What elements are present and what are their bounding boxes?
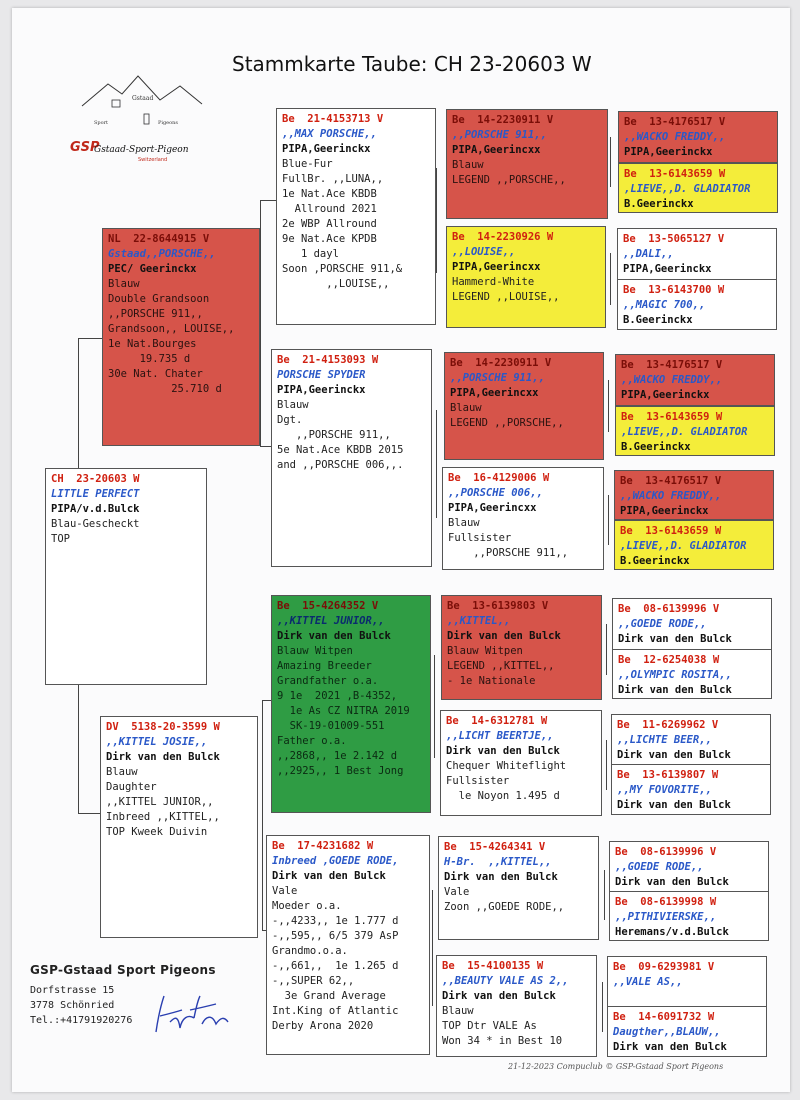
pigeon-name: ,,MAX PORSCHE,, bbox=[282, 128, 377, 140]
info-line: 19.735 d bbox=[108, 353, 191, 365]
ring-number: Be 13-6143659 W bbox=[624, 168, 726, 180]
print-footer: 21-12-2023 Compuclub © GSP-Gstaad Sport Pigeons bbox=[508, 1062, 724, 1071]
ring-number: CH 23-20603 W bbox=[51, 473, 140, 485]
pigeon-owner: Dirk van den Bulck bbox=[618, 633, 732, 645]
ring-number: Be 13-6143659 W bbox=[620, 525, 722, 537]
ring-number: Be 14-2230926 W bbox=[452, 231, 554, 243]
info-line: Blue-Fur bbox=[282, 158, 333, 170]
ring-number: Be 15-4100135 W bbox=[442, 960, 544, 972]
info-line: Blauw bbox=[450, 402, 482, 414]
info-line: Double Grandsoon bbox=[108, 293, 210, 305]
info-line: 9e Nat.Ace KPDB bbox=[282, 233, 377, 245]
pigeon-name: ,,MAGIC 700,, bbox=[623, 299, 706, 311]
great-grandparent-card[interactable] bbox=[446, 226, 606, 328]
info-line: and ,,PORSCHE 006,,. bbox=[277, 459, 404, 471]
logo-brand: GSP bbox=[70, 140, 100, 155]
pigeon-name: ,,DALI,, bbox=[623, 248, 674, 260]
pigeon-name: ,,MY FOVORITE,, bbox=[617, 784, 712, 796]
info-line: Chequer Whiteflight bbox=[446, 760, 567, 772]
info-line: Inbreed ,,KITTEL,, bbox=[106, 811, 220, 823]
great-grandparent-card[interactable] bbox=[446, 109, 608, 219]
info-line: Grandsoon,, LOUISE,, bbox=[108, 323, 235, 335]
logo-word-1: Gstaad bbox=[132, 95, 154, 102]
info-line: ,,PORSCHE 911,, bbox=[448, 547, 569, 559]
info-line: FullBr. ,,LUNA,, bbox=[282, 173, 384, 185]
street: Dorfstrasse 15 bbox=[30, 985, 115, 996]
logo-country: Switzerland bbox=[138, 157, 168, 163]
ring-number: Be 15-4264341 V bbox=[444, 841, 546, 853]
connector-line bbox=[78, 338, 102, 339]
info-line: Vale bbox=[444, 886, 470, 898]
connector-line bbox=[610, 253, 611, 305]
pigeon-name: ,,WACKO FREDDY,, bbox=[624, 131, 726, 143]
pigeon-owner: PIPA,Geerincxx bbox=[452, 261, 541, 273]
pigeon-owner: PIPA/v.d.Bulck bbox=[51, 503, 140, 515]
pigeon-owner: B.Geerinckx bbox=[623, 314, 693, 326]
ancestor-card[interactable] bbox=[618, 163, 778, 213]
connector-line bbox=[78, 338, 79, 469]
pigeon-name: ,,BEAUTY VALE AS 2,, bbox=[442, 975, 569, 987]
info-line: ,,2925,, 1 Best Jong bbox=[277, 765, 404, 777]
ring-number: Be 14-6091732 W bbox=[613, 1011, 715, 1023]
pigeon-owner: PIPA,Geerinckx bbox=[282, 143, 371, 155]
info-line: 2e WBP Allround bbox=[282, 218, 377, 230]
pigeon-owner: PIPA,Geerinckx bbox=[624, 146, 713, 158]
connector-line bbox=[606, 624, 607, 675]
connector-line bbox=[608, 380, 609, 432]
ring-number: Be 21-4153713 V bbox=[282, 113, 384, 125]
ancestor-card[interactable] bbox=[614, 470, 774, 520]
connector-line bbox=[610, 137, 611, 187]
connector-line bbox=[608, 495, 609, 545]
great-grandparent-card[interactable] bbox=[441, 595, 602, 700]
pigeon-owner: PIPA,Geerinckx bbox=[623, 263, 712, 275]
info-line: ,,PORSCHE 911,, bbox=[108, 308, 203, 320]
info-line: Dgt. bbox=[277, 414, 303, 426]
mountain-logo bbox=[80, 74, 220, 134]
pigeon-name: ,,PORSCHE 911,, bbox=[450, 372, 545, 384]
connector-line bbox=[262, 700, 271, 701]
pigeon-owner: Dirk van den Bulck bbox=[447, 630, 561, 642]
great-grandparent-card[interactable] bbox=[438, 836, 599, 940]
connector-line bbox=[434, 655, 435, 758]
info-line: Derby Arona 2020 bbox=[272, 1020, 374, 1032]
info-line: 1 dayl bbox=[282, 248, 339, 260]
club-name: GSP-Gstaad Sport Pigeons bbox=[30, 963, 216, 977]
info-line: ,,PORSCHE 911,, bbox=[277, 429, 391, 441]
pigeon-owner: Dirk van den Bulck bbox=[444, 871, 558, 883]
pigeon-name: ,,GOEDE RODE,, bbox=[615, 861, 704, 873]
pigeon-owner: PIPA,Geerincxx bbox=[450, 387, 539, 399]
connector-line bbox=[260, 200, 261, 446]
info-line: TOP Kweek Duivin bbox=[106, 826, 208, 838]
info-line: Grandmo.o.a. bbox=[272, 945, 348, 957]
pigeon-owner: B.Geerinckx bbox=[620, 555, 690, 567]
paternal-grandfather-card[interactable] bbox=[276, 108, 436, 325]
pigeon-name: Daugther,,BLAUW,, bbox=[613, 1026, 721, 1038]
ring-number: Be 11-6269962 V bbox=[617, 719, 719, 731]
info-line: Zoon ,,GOEDE RODE,, bbox=[444, 901, 565, 913]
pigeon-name: LITTLE PERFECT bbox=[51, 488, 140, 500]
info-line: - 1e Nationale bbox=[447, 675, 536, 687]
connector-line bbox=[260, 200, 276, 201]
ring-number: Be 08-6139996 V bbox=[615, 846, 717, 858]
ancestor-card[interactable] bbox=[617, 228, 777, 280]
pigeon-name: ,,KITTEL JUNIOR,, bbox=[277, 615, 385, 627]
ring-number: Be 17-4231682 W bbox=[272, 840, 374, 852]
pigeon-name: ,,PORSCHE 006,, bbox=[448, 487, 543, 499]
info-line: LEGEND ,,PORSCHE,, bbox=[452, 174, 566, 186]
info-line: Soon ,PORSCHE 911,& bbox=[282, 263, 403, 275]
info-line: Blauw bbox=[442, 1005, 474, 1017]
info-line: Vale bbox=[272, 885, 298, 897]
ring-number: Be 13-4176517 V bbox=[624, 116, 726, 128]
info-line: ,,KITTEL JUNIOR,, bbox=[106, 796, 214, 808]
info-line: 5e Nat.Ace KBDB 2015 bbox=[277, 444, 404, 456]
pigeon-owner: Dirk van den Bulck bbox=[446, 745, 560, 757]
pigeon-name: ,LIEVE,,D. GLADIATOR bbox=[620, 540, 747, 552]
ring-number: Be 14-6312781 W bbox=[446, 715, 548, 727]
info-line: TOP bbox=[51, 533, 70, 545]
pigeon-owner: Dirk van den Bulck bbox=[277, 630, 391, 642]
info-line: 1e As CZ NITRA 2019 bbox=[277, 705, 410, 717]
info-line: Hammerd-White bbox=[452, 276, 535, 288]
ancestor-card[interactable] bbox=[612, 598, 772, 650]
great-grandparent-card[interactable] bbox=[444, 352, 604, 460]
great-grandparent-card[interactable] bbox=[436, 955, 597, 1057]
ring-number: Be 21-4153093 W bbox=[277, 354, 379, 366]
ancestor-card[interactable] bbox=[617, 279, 777, 330]
ancestor-card[interactable] bbox=[612, 649, 772, 699]
ancestor-card[interactable] bbox=[607, 1006, 767, 1057]
info-line: Fullsister bbox=[446, 775, 510, 787]
ring-number: Be 14-2230911 V bbox=[452, 114, 554, 126]
logo-name: Gstaad-Sport-Pigeon bbox=[94, 145, 189, 155]
info-line: Father o.a. bbox=[277, 735, 347, 747]
connector-line bbox=[260, 446, 271, 447]
ancestor-card[interactable] bbox=[618, 111, 778, 163]
info-line: Blauw bbox=[277, 399, 309, 411]
ring-number: Be 12-6254038 W bbox=[618, 654, 720, 666]
ring-number: Be 13-6139807 W bbox=[617, 769, 719, 781]
pigeon-owner: Dirk van den Bulck bbox=[618, 684, 732, 696]
signature bbox=[150, 988, 232, 1040]
paternal-grandmother-card[interactable] bbox=[271, 349, 432, 567]
ancestor-card[interactable] bbox=[609, 841, 769, 892]
logo-word-2: Sport bbox=[94, 120, 109, 126]
info-line: 1e Nat.Ace KBDB bbox=[282, 188, 377, 200]
pigeon-name: Inbreed ,GOEDE RODE, bbox=[272, 855, 399, 867]
info-line: SK-19-01009-551 bbox=[277, 720, 385, 732]
pigeon-owner: Dirk van den Bulck bbox=[272, 870, 386, 882]
info-line: ,,LOUISE,, bbox=[282, 278, 390, 290]
pigeon-name: ,,KITTEL,, bbox=[447, 615, 511, 627]
ring-number: Be 13-6139803 V bbox=[447, 600, 549, 612]
ring-number: Be 14-2230911 V bbox=[450, 357, 552, 369]
info-line: Blauw bbox=[106, 766, 138, 778]
info-line: TOP Dtr VALE As bbox=[442, 1020, 537, 1032]
pigeon-owner: Heremans/v.d.Bulck bbox=[615, 926, 729, 938]
pigeon-name: ,,OLYMPIC ROSITA,, bbox=[618, 669, 732, 681]
connector-line bbox=[604, 870, 605, 920]
pigeon-name: ,,KITTEL JOSIE,, bbox=[106, 736, 208, 748]
pigeon-owner: Dirk van den Bulck bbox=[617, 799, 731, 811]
pigeon-name: ,,LOUISE,, bbox=[452, 246, 516, 258]
info-line: 25.710 d bbox=[108, 383, 222, 395]
ancestor-card[interactable] bbox=[615, 354, 775, 406]
info-line: Daughter bbox=[106, 781, 157, 793]
great-grandparent-card[interactable] bbox=[442, 467, 604, 570]
pigeon-owner: PIPA,Geerinckx bbox=[621, 389, 710, 401]
pigeon-name: ,LIEVE,,D. GLADIATOR bbox=[621, 426, 748, 438]
info-line: Blau-Gescheckt bbox=[51, 518, 140, 530]
pigeon-name: ,,VALE AS,, bbox=[613, 976, 683, 988]
maternal-grandmother-card[interactable] bbox=[266, 835, 430, 1055]
info-line: Blauw bbox=[448, 517, 480, 529]
great-grandparent-card[interactable] bbox=[440, 710, 602, 816]
info-line: Blauw bbox=[452, 159, 484, 171]
maternal-grandfather-card[interactable] bbox=[271, 595, 431, 813]
connector-line bbox=[602, 982, 603, 1032]
info-line: 9 1e 2021 ,B-4352, bbox=[277, 690, 398, 702]
ring-number: Be 08-6139998 W bbox=[615, 896, 717, 908]
ancestor-card[interactable] bbox=[614, 520, 774, 570]
info-line: 30e Nat. Chater bbox=[108, 368, 203, 380]
pigeon-owner: PIPA,Geerinckx bbox=[620, 505, 709, 517]
pigeon-name: Gstaad,,PORSCHE,, bbox=[108, 248, 216, 260]
pigeon-name: ,,WACKO FREDDY,, bbox=[620, 490, 722, 502]
pigeon-name: PORSCHE SPYDER bbox=[277, 369, 366, 381]
info-line: -,,4233,, 1e 1.777 d bbox=[272, 915, 399, 927]
pigeon-owner: PIPA,Geerincxx bbox=[448, 502, 537, 514]
info-line: Int.King of Atlantic bbox=[272, 1005, 399, 1017]
ring-number: Be 16-4129006 W bbox=[448, 472, 550, 484]
info-line: Fullsister bbox=[448, 532, 512, 544]
info-line: -,,595,, 6/5 379 AsP bbox=[272, 930, 399, 942]
ring-number: Be 13-4176517 V bbox=[621, 359, 723, 371]
info-line: -,,661,, 1e 1.265 d bbox=[272, 960, 399, 972]
info-line: Blauw Witpen bbox=[277, 645, 353, 657]
info-line: Moeder o.a. bbox=[272, 900, 342, 912]
info-line: le Noyon 1.495 d bbox=[446, 790, 560, 802]
pigeon-owner: Dirk van den Bulck bbox=[615, 876, 729, 888]
pigeon-owner: Dirk van den Bulck bbox=[613, 1041, 727, 1053]
info-line: Amazing Breeder bbox=[277, 660, 372, 672]
ring-number: Be 15-4264352 V bbox=[277, 600, 379, 612]
page-title: Stammkarte Taube: CH 23-20603 W bbox=[232, 52, 592, 76]
pigeon-name: ,,LICHT BEERTJE,, bbox=[446, 730, 554, 742]
ancestor-card[interactable] bbox=[611, 764, 771, 815]
ancestor-card[interactable] bbox=[607, 956, 767, 1007]
pigeon-owner: PIPA,Geerinckx bbox=[277, 384, 366, 396]
pigeon-owner: Dirk van den Bulck bbox=[442, 990, 556, 1002]
info-line: Grandfather o.a. bbox=[277, 675, 379, 687]
ring-number: NL 22-8644915 V bbox=[108, 233, 210, 245]
ancestor-card[interactable] bbox=[615, 406, 775, 456]
info-line: 3e Grand Average bbox=[272, 990, 386, 1002]
connector-line bbox=[78, 813, 101, 814]
connector-line bbox=[436, 410, 437, 518]
main-pigeon-card[interactable] bbox=[45, 468, 207, 685]
logo-word-3: Pigeons bbox=[158, 120, 178, 126]
info-line: 1e Nat.Bourges bbox=[108, 338, 197, 350]
info-line: LEGEND ,,LOUISE,, bbox=[452, 291, 560, 303]
pigeon-name: ,LIEVE,,D. GLADIATOR bbox=[624, 183, 751, 195]
connector-line bbox=[436, 168, 437, 273]
pigeon-name: ,,GOEDE RODE,, bbox=[618, 618, 707, 630]
pigeon-owner: B.Geerinckx bbox=[621, 441, 691, 453]
connector-line bbox=[432, 890, 433, 1006]
info-line: LEGEND ,,KITTEL,, bbox=[447, 660, 555, 672]
connector-line bbox=[262, 700, 263, 930]
pigeon-owner: B.Geerinckx bbox=[624, 198, 694, 210]
pigeon-name: ,,WACKO FREDDY,, bbox=[621, 374, 723, 386]
phone[interactable]: Tel.:+41791920276 bbox=[30, 1015, 133, 1026]
pigeon-name: H-Br. ,,KITTEL,, bbox=[444, 856, 552, 868]
pigeon-owner: PIPA,Geerincxx bbox=[452, 144, 541, 156]
pigeon-owner: Dirk van den Bulck bbox=[106, 751, 220, 763]
info-line: Won 34 * in Best 10 bbox=[442, 1035, 563, 1047]
pigeon-name: ,,PITHIVIERSKE,, bbox=[615, 911, 717, 923]
ring-number: Be 13-6143700 W bbox=[623, 284, 725, 296]
pigeon-owner: Dirk van den Bulck bbox=[617, 749, 731, 761]
ancestor-card[interactable] bbox=[611, 714, 771, 765]
ring-number: Be 13-5065127 V bbox=[623, 233, 725, 245]
ring-number: Be 13-4176517 V bbox=[620, 475, 722, 487]
ring-number: Be 08-6139996 V bbox=[618, 603, 720, 615]
ring-number: DV 5138-20-3599 W bbox=[106, 721, 220, 733]
info-line: Blauw bbox=[108, 278, 140, 290]
mother-card[interactable] bbox=[100, 716, 258, 938]
info-line: Allround 2021 bbox=[282, 203, 377, 215]
city: 3778 Schönried bbox=[30, 1000, 115, 1011]
ring-number: Be 13-6143659 W bbox=[621, 411, 723, 423]
info-line: -,,SUPER 62,, bbox=[272, 975, 355, 987]
father-card[interactable] bbox=[102, 228, 260, 446]
pigeon-name: ,,LICHTE BEER,, bbox=[617, 734, 712, 746]
connector-line bbox=[606, 740, 607, 790]
info-line: LEGEND ,,PORSCHE,, bbox=[450, 417, 564, 429]
ancestor-card[interactable] bbox=[609, 891, 769, 941]
info-line: ,,2868,, 1e 2.142 d bbox=[277, 750, 398, 762]
info-line: Blauw Witpen bbox=[447, 645, 523, 657]
pigeon-name: ,,PORSCHE 911,, bbox=[452, 129, 547, 141]
pigeon-owner: PEC/ Geerinckx bbox=[108, 263, 197, 275]
ring-number: Be 09-6293981 V bbox=[613, 961, 715, 973]
connector-line bbox=[78, 685, 79, 813]
